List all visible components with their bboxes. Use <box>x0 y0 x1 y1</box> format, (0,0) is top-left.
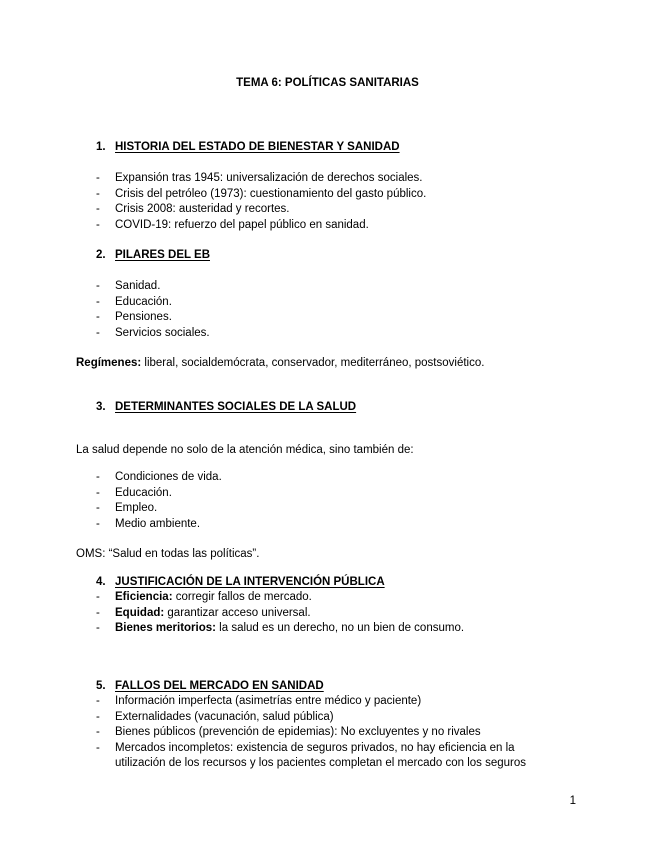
list-item <box>96 741 536 772</box>
item-label: Eficiencia: <box>115 591 173 603</box>
list-marker: - <box>96 517 100 530</box>
list-item-text: Sanidad. <box>115 280 161 292</box>
regimes-paragraph <box>76 356 484 372</box>
list-marker: - <box>96 486 100 499</box>
section-2-list <box>96 279 546 341</box>
list-marker: - <box>96 606 100 619</box>
list-item <box>96 501 546 517</box>
item-text: garantizar acceso universal. <box>164 606 311 619</box>
list-marker: - <box>96 311 100 323</box>
list-item-text: COVID-19: refuerzo del papel público en sanidad. <box>115 218 369 231</box>
section-4-list <box>96 590 546 637</box>
list-marker: - <box>96 591 100 603</box>
list-item-text: Crisis 2008: austeridad y recortes. <box>115 203 290 215</box>
list-marker: - <box>96 502 100 514</box>
item-text: corregir fallos de mercado. <box>172 591 312 603</box>
list-item <box>96 606 546 622</box>
section-title: PILARES DEL EB <box>115 249 210 261</box>
section-3-intro: La salud depende no solo de la atención médica, sino también de: <box>76 444 414 456</box>
section-5-list <box>96 694 536 772</box>
list-item <box>96 279 546 295</box>
list-marker: - <box>96 295 100 308</box>
list-marker: - <box>96 695 100 707</box>
list-marker: - <box>96 726 100 738</box>
section-1-list <box>96 171 546 233</box>
section-heading-2 <box>96 248 210 264</box>
list-item <box>96 470 546 486</box>
list-marker: - <box>96 218 100 231</box>
list-item <box>96 218 546 234</box>
list-item-text: Expansión tras 1945: universalización de derechos sociales. <box>115 172 423 184</box>
section-number: 4. <box>96 576 106 588</box>
list-item <box>96 621 546 637</box>
list-item <box>96 202 546 218</box>
section-heading-5 <box>96 679 324 695</box>
list-item-text: Empleo. <box>115 502 158 514</box>
item-text: la salud es un derecho, no un bien de consumo. <box>215 622 465 634</box>
list-item-text: Información imperfecta (asimetrías entre médico y paciente) <box>115 695 422 707</box>
list-item <box>96 725 536 741</box>
section-3-list <box>96 470 546 532</box>
list-item-text: Crisis del petróleo (1973): cuestionamiento del gasto público. <box>115 187 427 200</box>
list-item <box>96 486 546 502</box>
regimes-text: liberal, socialdemócrata, conservador, mediterráneo, postsoviético. <box>141 357 485 369</box>
section-heading-4 <box>96 575 385 591</box>
list-item <box>96 710 536 726</box>
list-item <box>96 590 546 606</box>
item-label: Bienes meritorios: <box>115 622 216 634</box>
list-item-text: Pensiones. <box>115 311 172 323</box>
list-item <box>96 694 536 710</box>
section-number: 5. <box>96 680 106 692</box>
list-item <box>96 171 546 187</box>
list-item-text: Medio ambiente. <box>115 517 201 530</box>
list-item-text: Mercados incompletos: existencia de seguros privados, no hay eficiencia en la utilización de los recursos y los pacientes completan el mercado con los seguros <box>115 741 527 769</box>
list-marker: - <box>96 471 100 483</box>
section-heading-3 <box>96 400 356 416</box>
list-item <box>96 295 546 311</box>
list-item-text: Bienes públicos (prevención de epidemias): No excluyentes y no rivales <box>115 726 481 738</box>
list-marker: - <box>96 203 100 215</box>
list-marker: - <box>96 172 100 184</box>
list-item-text: Externalidades (vacunación, salud pública) <box>115 710 334 723</box>
list-item-text: Educación. <box>115 486 172 499</box>
list-item <box>96 187 546 203</box>
page-number: 1 <box>569 795 576 807</box>
list-item-text: Educación. <box>115 295 172 308</box>
list-item <box>96 310 546 326</box>
section-title: DETERMINANTES SOCIALES DE LA SALUD <box>115 401 357 413</box>
item-label: Equidad: <box>115 606 165 619</box>
list-item-text: Servicios sociales. <box>115 326 210 339</box>
document-title: TEMA 6: POLÍTICAS SANITARIAS <box>236 77 419 89</box>
list-marker: - <box>96 187 100 200</box>
list-marker: - <box>96 710 100 723</box>
list-item <box>96 326 546 342</box>
regimes-label: Regímenes: <box>76 357 142 369</box>
section-title: HISTORIA DEL ESTADO DE BIENESTAR Y SANIDAD <box>115 141 400 153</box>
section-number: 2. <box>96 249 106 261</box>
list-marker: - <box>96 280 100 292</box>
section-title: FALLOS DEL MERCADO EN SANIDAD <box>115 680 324 692</box>
list-marker: - <box>96 326 100 339</box>
list-item-text: Condiciones de vida. <box>115 471 222 483</box>
list-marker: - <box>96 622 100 634</box>
section-number: 3. <box>96 401 106 413</box>
oms-note: OMS: “Salud en todas las políticas”. <box>76 548 260 560</box>
list-marker: - <box>96 741 100 754</box>
list-item <box>96 517 546 533</box>
section-number: 1. <box>96 141 106 153</box>
section-title: JUSTIFICACIÓN DE LA INTERVENCIÓN PÚBLICA <box>115 576 385 588</box>
section-heading-1 <box>96 140 400 156</box>
